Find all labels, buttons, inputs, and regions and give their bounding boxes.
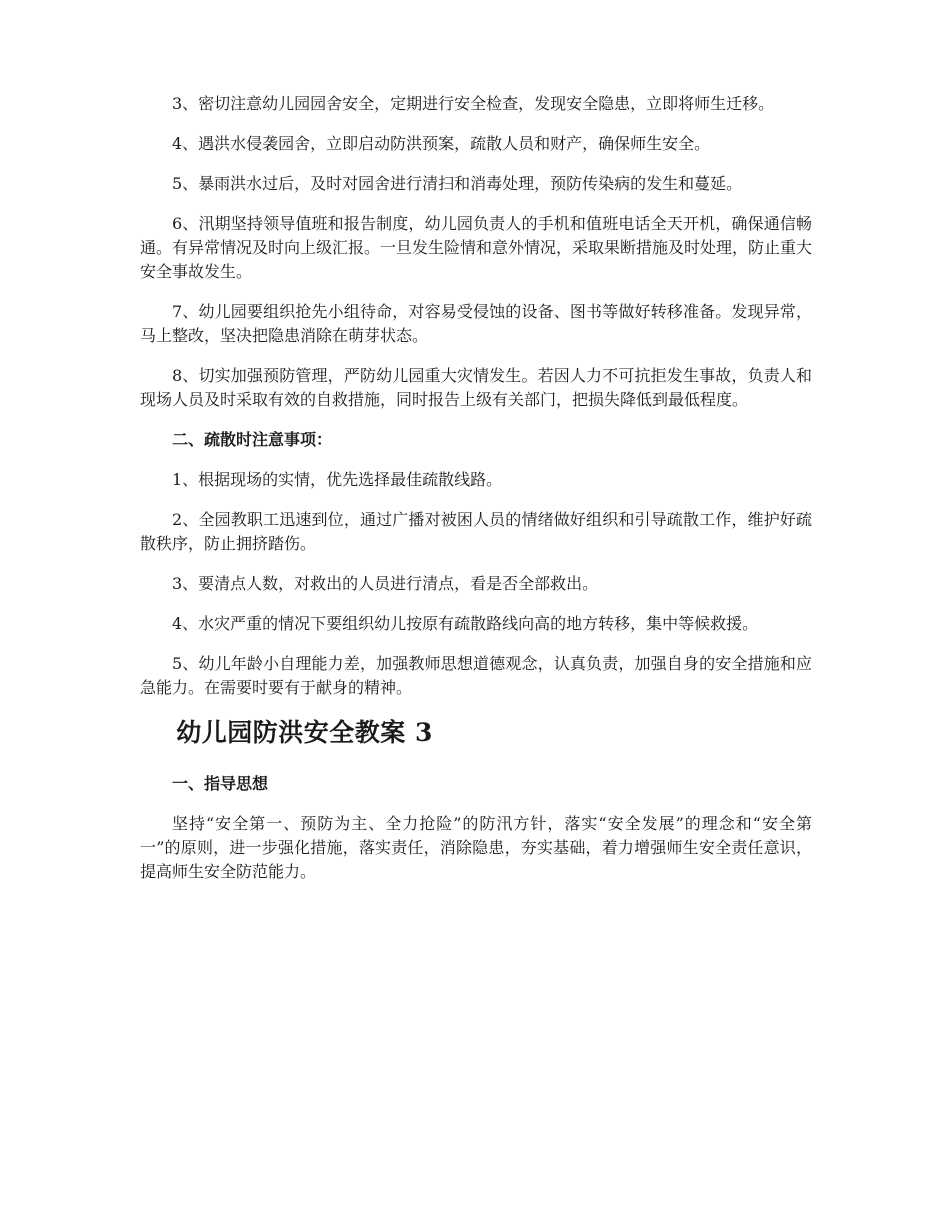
evacuation-item-2: 2、全园教职工迅速到位，通过广播对被困人员的情绪做好组织和引导疏散工作，维护好疏散秩序，防止拥挤踏伤。 bbox=[140, 510, 812, 553]
evacuation-item-5: 5、幼儿年龄小自理能力差，加强教师思想道德观念，认真负责，加强自身的安全措施和应急能力。在需要时要有于献身的精神。 bbox=[140, 654, 812, 697]
evacuation-section-title: 二、疏散时注意事项： bbox=[172, 430, 333, 449]
guiding-ideology-body: 坚持“安全第一、预防为主、全力抢险”的防汛方针，落实“安全发展”的理念和“安全第一”的原则，进一步强化措施，落实责任，消除隐患，夯实基础，着力增强师生安全责任意识，提高师生安全防范能力。 bbox=[140, 814, 812, 881]
paragraph-item-3: 3、密切注意幼儿园园舍安全，定期进行安全检查，发现安全隐患，立即将师生迁移。 bbox=[172, 94, 775, 113]
evacuation-item-4: 4、水灾严重的情况下要组织幼儿按原有疏散路线向高的地方转移，集中等候救援。 bbox=[172, 614, 759, 633]
guiding-ideology-title: 一、指导思想 bbox=[172, 774, 269, 793]
lesson-plan-heading: 幼儿园防洪安全教案 3 bbox=[176, 718, 433, 747]
paragraph-item-7: 7、幼儿园要组织抢先小组待命，对容易受侵蚀的设备、图书等做好转移准备。发现异常，马上整改，坚决把隐患消除在萌芽状态。 bbox=[140, 302, 812, 345]
evacuation-item-1: 1、根据现场的实情，优先选择最佳疏散线路。 bbox=[172, 470, 503, 489]
paragraph-item-4: 4、遇洪水侵袭园舍，立即启动防洪预案，疏散人员和财产，确保师生安全。 bbox=[172, 134, 711, 153]
evacuation-item-3: 3、要清点人数，对救出的人员进行清点，看是否全部救出。 bbox=[172, 574, 599, 593]
paragraph-item-5: 5、暴雨洪水过后，及时对园舍进行清扫和消毒处理，预防传染病的发生和蔓延。 bbox=[172, 174, 743, 193]
paragraph-item-8: 8、切实加强预防管理，严防幼儿园重大灾情发生。若因人力不可抗拒发生事故，负责人和现场人员及时采取有效的自救措施，同时报告上级有关部门，把损失降低到最低程度。 bbox=[140, 366, 812, 409]
document-page bbox=[140, 92, 812, 900]
paragraph-item-6: 6、汛期坚持领导值班和报告制度，幼儿园负责人的手机和值班电话全天开机，确保通信畅通。有异常情况及时向上级汇报。一旦发生险情和意外情况，采取果断措施及时处理，防止重大安全事故发生。 bbox=[140, 214, 813, 281]
